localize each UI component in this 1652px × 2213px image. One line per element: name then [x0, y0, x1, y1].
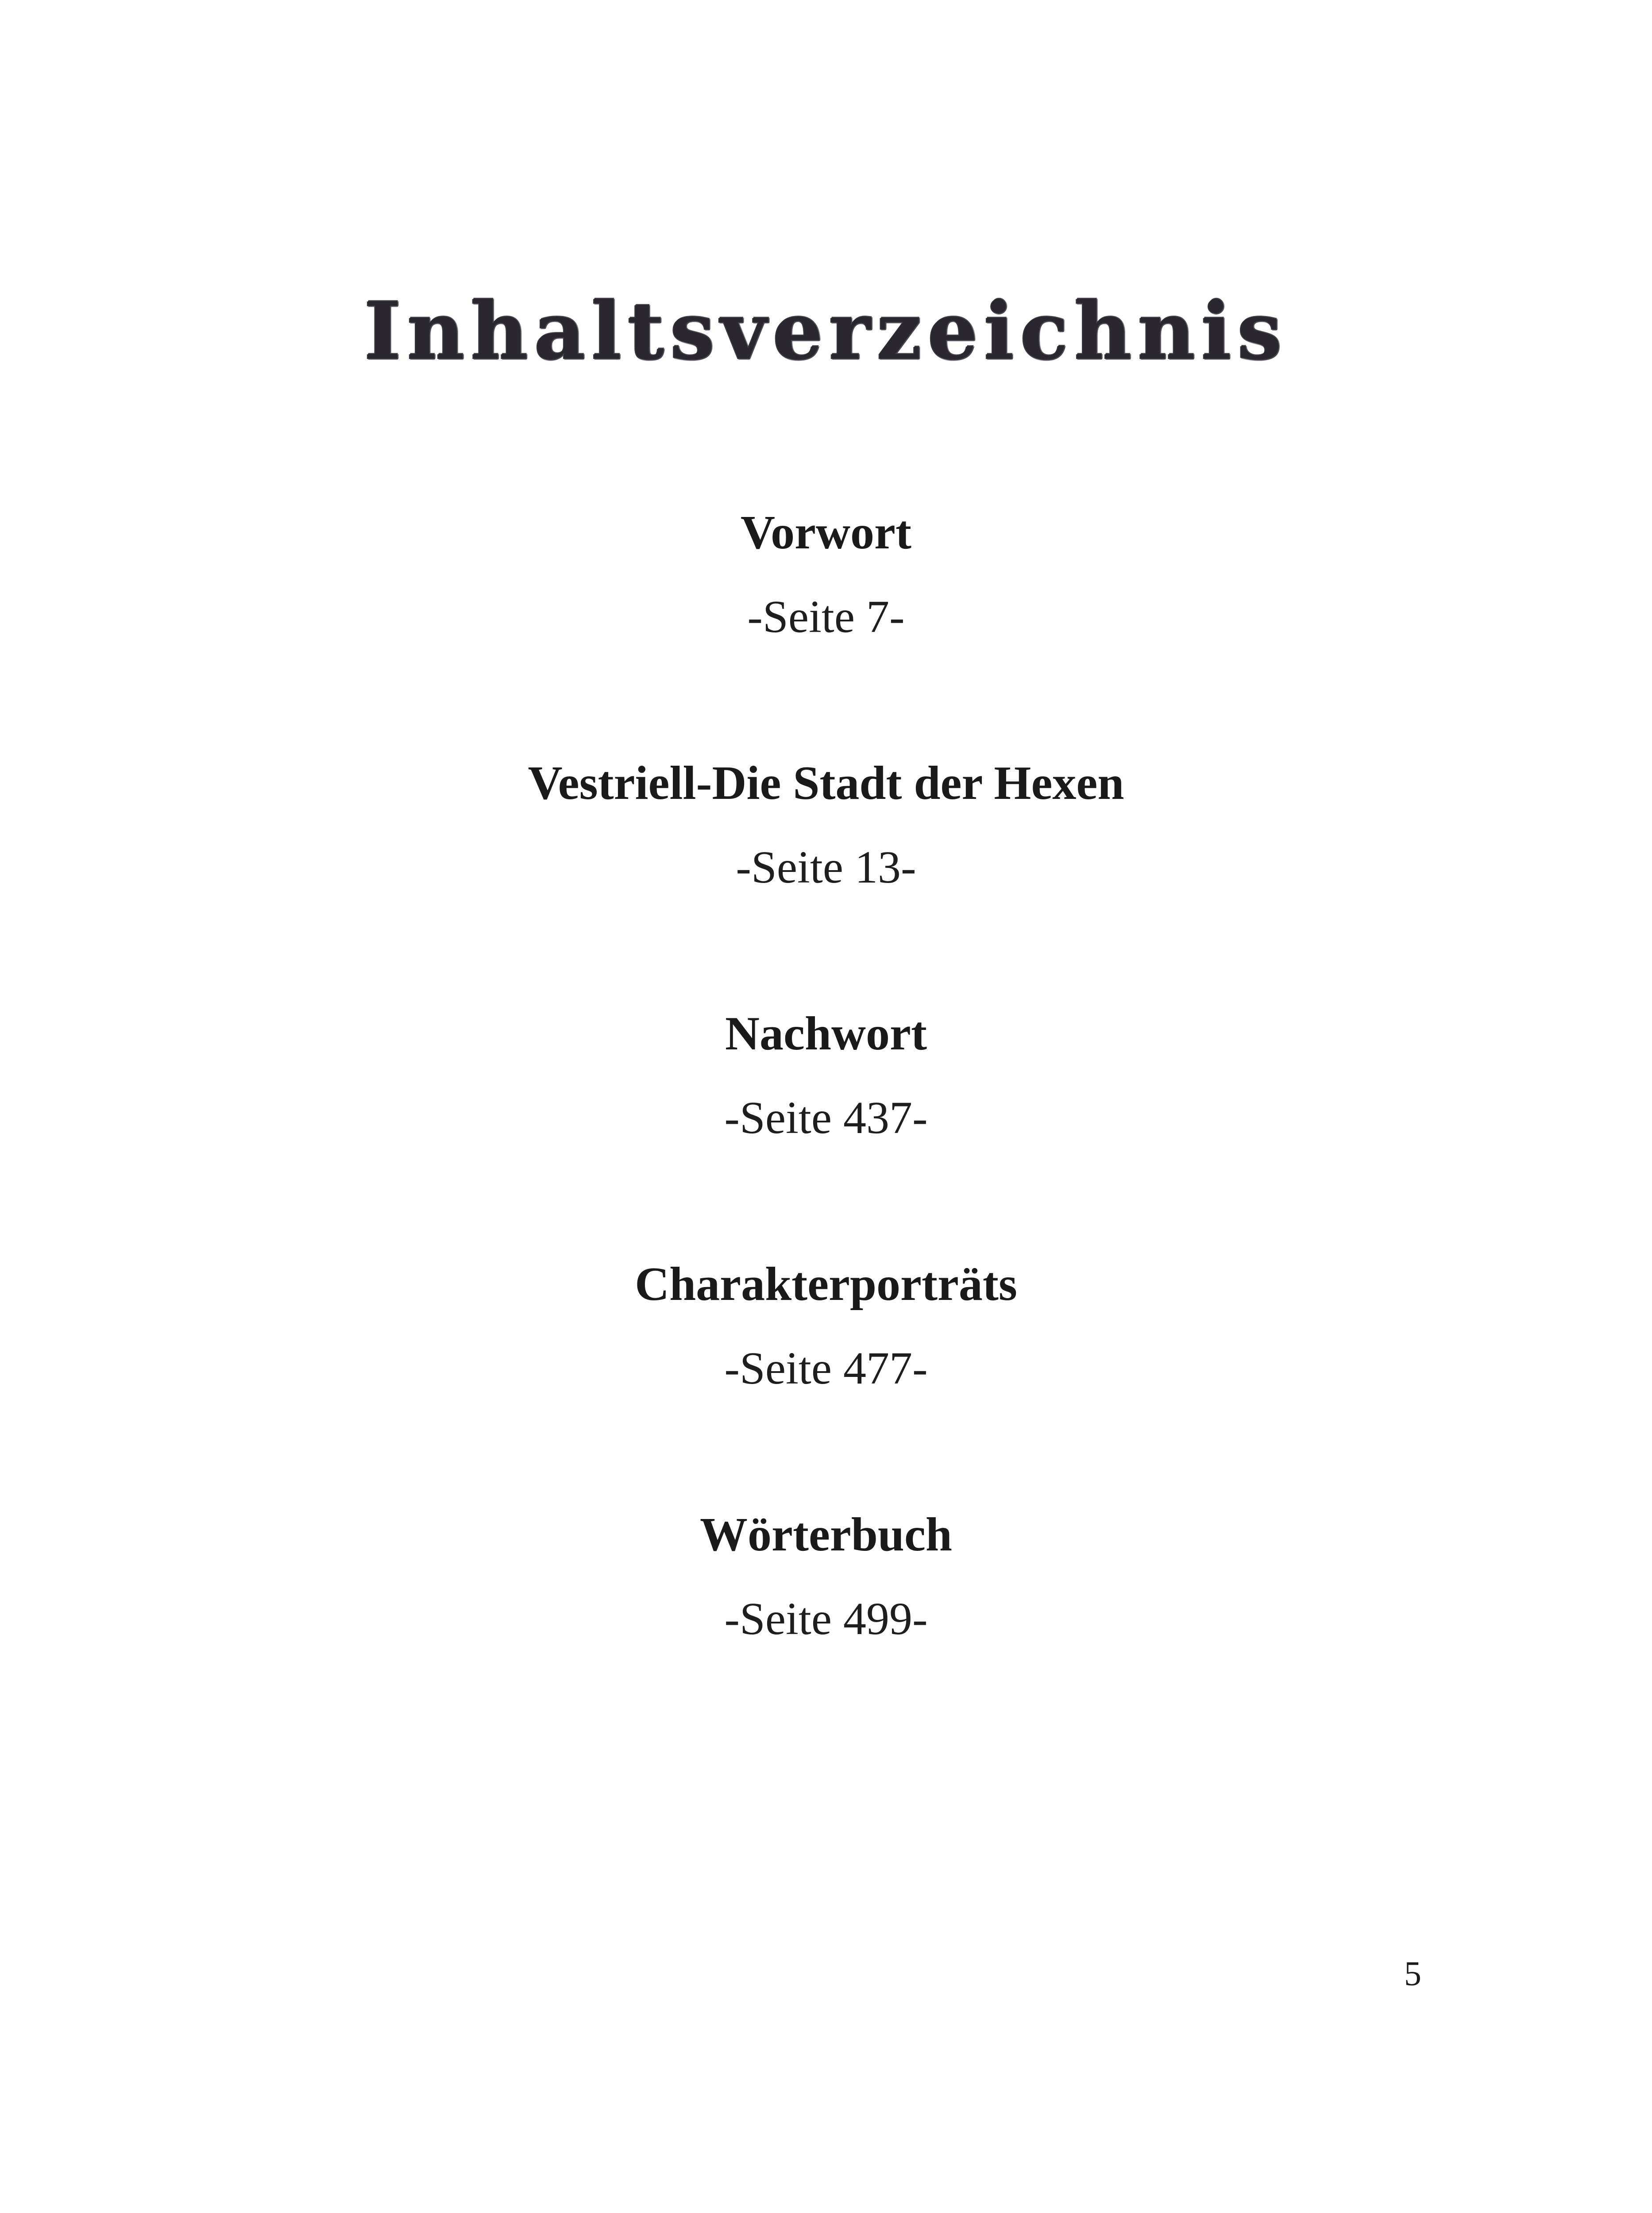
- toc-entry-vorwort: [0, 500, 1652, 751]
- toc-entry-page: -Seite 499-: [724, 1593, 928, 1644]
- page-number: 5: [1404, 1954, 1421, 1993]
- toc-entry-page: -Seite 13-: [736, 842, 916, 893]
- toc-entry-vestriell: [0, 751, 1652, 1001]
- toc-entry-title: Vestriell-Die Stadt der Hexen: [528, 757, 1124, 810]
- toc-entry-title: Nachwort: [725, 1007, 927, 1060]
- table-of-contents: [0, 500, 1652, 1753]
- toc-entry-charakterportraets: [0, 1252, 1652, 1502]
- toc-entry-woerterbuch: [0, 1502, 1652, 1753]
- toc-entry-title: Vorwort: [741, 506, 911, 559]
- toc-entry-nachwort: [0, 1001, 1652, 1252]
- toc-entry-title: Charakterporträts: [635, 1258, 1017, 1311]
- toc-entry-page: -Seite 437-: [724, 1092, 928, 1143]
- page-title: Inhaltsverzeichnis: [364, 285, 1288, 378]
- toc-entry-title: Wörterbuch: [700, 1508, 952, 1561]
- toc-entry-page: -Seite 7-: [747, 591, 905, 642]
- toc-entry-page: -Seite 477-: [724, 1343, 928, 1394]
